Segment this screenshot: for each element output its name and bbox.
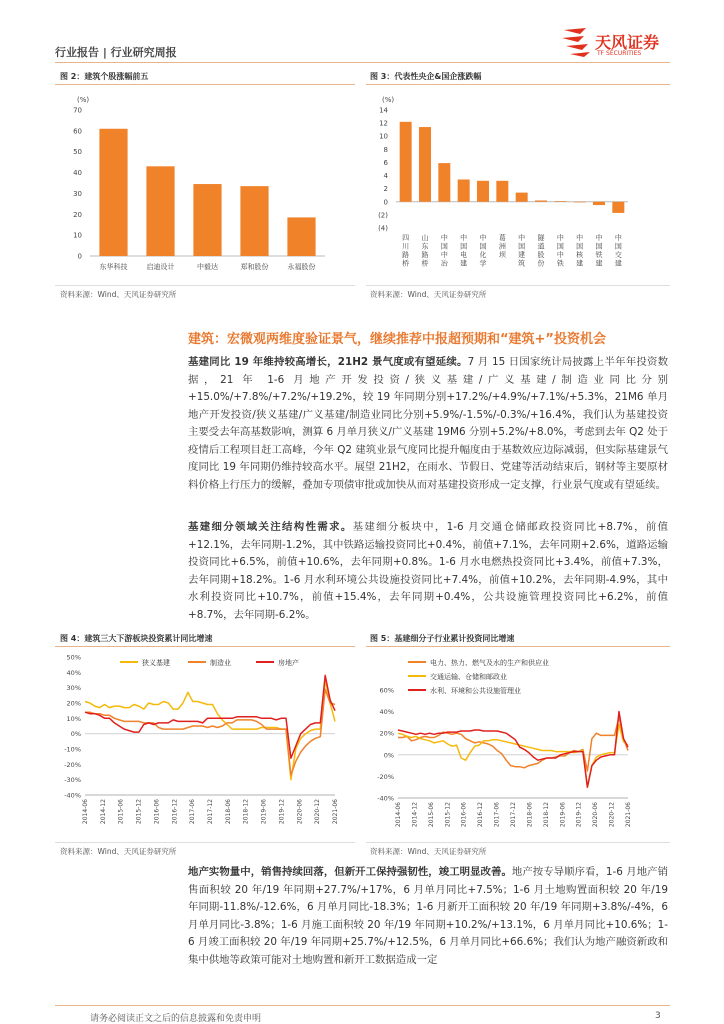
- fig3-y-tick: 14: [379, 106, 388, 115]
- fig3-x-tick: 四川路桥: [402, 234, 410, 268]
- fig3-y-unit: (%): [382, 96, 395, 104]
- footer-disclaimer: 请务必阅读正文之后的信息披露和免责申明: [90, 1014, 262, 1024]
- fig4-x-tick: 2016-12: [171, 799, 179, 825]
- fig3-source: 资料来源：Wind、天风证券研究所: [370, 290, 487, 299]
- fig3-x-tick: 中国电建: [460, 234, 468, 268]
- fig2-bar: [193, 184, 221, 256]
- fig2-x-tick: 启迪设计: [146, 263, 175, 271]
- fig4-x-tick: 2021-06: [332, 799, 339, 825]
- fig3-title: 图 3：代表性央企&国企涨跌幅: [370, 72, 482, 81]
- fig3-bar: [458, 179, 470, 201]
- paragraph-infrastructure-lead: 基建同比 19 年维持较高增长，21H2 景气度或有望延续。: [188, 356, 468, 368]
- fig3-bar: [593, 202, 605, 205]
- fig3-y-tick: 4: [383, 172, 388, 181]
- fig2-title-divider: [55, 84, 355, 85]
- fig2-x-tick: 东华科技: [99, 263, 128, 271]
- paragraph-infrastructure-segments: [188, 519, 668, 624]
- fig2-x-tick: 永福股份: [287, 263, 316, 271]
- fig2-source: 资料来源：Wind、天风证券研究所: [60, 290, 177, 299]
- fig5-x-tick: 2016-12: [477, 802, 485, 828]
- fig5-x-tick: 2018-12: [542, 802, 550, 828]
- fig4-x-tick: 2020-06: [296, 799, 304, 825]
- fig5-line-chart: [366, 650, 670, 840]
- fig3-x-tick: 中国铁建: [595, 234, 603, 268]
- fig5-y-tick: 40%: [379, 708, 394, 717]
- fig4-series-line: [85, 680, 335, 780]
- fig3-y-tick: 8: [383, 145, 388, 154]
- fig2-x-tick: 中毅达: [197, 263, 218, 271]
- report-type-label: 行业报告 | 行业研究周报: [55, 46, 177, 59]
- fig2-source-divider: [55, 285, 355, 286]
- fig5-x-tick: 2020-06: [592, 802, 600, 828]
- fig5-x-tick: 2015-12: [444, 802, 452, 828]
- fig2-y-tick: 0: [77, 252, 82, 261]
- fig3-title-divider: [366, 84, 670, 85]
- paragraph-real-estate-lead: 地产实物量中，销售持续回落，但新开工保持强韧性，竣工明显改善。: [188, 866, 512, 878]
- fig4-y-tick: 50%: [66, 653, 81, 662]
- fig2-bar: [287, 217, 315, 256]
- fig3-x-tick: 中国化学: [479, 234, 487, 268]
- footer-divider: [55, 1005, 670, 1006]
- fig3-x-tick: 中国中铁: [556, 234, 564, 268]
- paragraph-real-estate: [188, 864, 668, 999]
- paragraph-segments-body: 基建细分板块中，1-6 月交通仓储邮政投资同比+8.7%，前值+12.1%，去年同期-1.2%，其中铁路运输投资同比+0.4%，前值+7.1%，去年同期+2.6%，道路运输投资同比+6.5%，前值+10.6%，去年同期+0.8%。1-6 月水电燃热投资同比+3.4%，前值+7.3%，去年同期+18.2%。1-6 月水利环境公共设施投资同比+7.4%，前值+10.2%，去年同期-4.9%，其中水利投资同比+10.7%，前值+15.4%，去年同期+0.4%，公共设施管理投资同比+6.2%，前值+8.7%，去年同期-6.2%。: [188, 521, 668, 621]
- fig5-x-tick: 2021-06: [625, 802, 632, 828]
- fig2-bar: [99, 129, 127, 256]
- fig4-y-tick: 10%: [66, 714, 81, 723]
- fig4-x-tick: 2014-12: [99, 799, 107, 825]
- fig5-x-tick: 2014-06: [395, 802, 402, 828]
- fig4-y-tick: 30%: [66, 684, 81, 693]
- fig3-bar: [477, 181, 489, 202]
- fig2-y-tick: 40: [73, 169, 82, 178]
- fig4-source-divider: [55, 842, 355, 843]
- fig4-x-tick: 2016-06: [153, 799, 161, 825]
- fig2-title: 图 2：建筑个股涨幅前五: [60, 72, 149, 81]
- fig4-y-tick: 20%: [66, 699, 81, 708]
- paragraph-infrastructure-body: 7 月 15 日国家统计局披露上半年年投资数据，21 年 1-6 月地产开发投资/狭义基建/广义基建/制造业同比分别+15.0%/+7.8%/+7.2%/+19.2%，较 19 年同期分别+17.2%/+4.9%/+7.1%/+5.3%，21M6 单月地产开发投资/狭义基建/广义基建/制造业同比分别+5.9%/-1.5%/-0.3%/+16.4%，我们认为基建投资主要受去年高基数影响，测算 6 月单月狭义/广义基建 19M6 分别+5.2%/+8.0%，考虑到去年 Q2 处于疫情后工程项目赶工高峰，今年 Q2 建筑业景气度同比提升幅度由于基数效应边际减弱，但实际基建景气度同比 19 年同期仍维持较高水平。展望 21H2，在雨水、节假日、党建等活动结束后，钢材等主要原材料价格上行压力的缓解，叠加专项债审批或加快从而对基建投资形成一定支撑，行业景气度或有望延续。: [188, 356, 668, 491]
- fig5-legend-label: 交通运输、仓储和邮政业: [430, 673, 507, 681]
- paragraph-infrastructure: [188, 354, 668, 494]
- fig3-bar: [516, 193, 528, 202]
- fig2-bar: [240, 186, 268, 256]
- fig3-bar: [612, 202, 624, 213]
- fig4-y-tick: -10%: [64, 745, 81, 754]
- fig5-x-tick: 2019-12: [575, 802, 583, 828]
- fig5-x-tick: 2016-06: [460, 802, 468, 828]
- fig4-y-tick: 0%: [70, 730, 81, 739]
- fig2-bar: [146, 166, 174, 256]
- fig2-y-tick: 10: [73, 231, 82, 240]
- fig4-source: 资料来源：Wind、天风证券研究所: [60, 847, 177, 856]
- fig3-x-tick: 葛洲坝: [498, 234, 506, 259]
- fig4-x-tick: 2019-12: [278, 799, 286, 825]
- fig4-x-tick: 2017-12: [207, 799, 214, 825]
- fig5-y-tick: -20%: [377, 772, 394, 781]
- fig3-x-tick: 中国建筑: [518, 234, 526, 268]
- fig2-y-tick: 20: [73, 210, 82, 219]
- brand-name-en: TF SECURITIES: [597, 50, 642, 57]
- fig3-bar: [438, 163, 450, 202]
- fig5-x-tick: 2015-06: [427, 802, 435, 828]
- fig4-x-tick: 2017-06: [189, 799, 197, 825]
- fig3-y-tick: 6: [383, 158, 388, 167]
- fig2-x-tick: 郑和股份: [240, 263, 269, 271]
- fig4-y-tick: -40%: [64, 791, 81, 800]
- fig4-x-tick: 2015-06: [117, 799, 125, 825]
- fig3-bar: [496, 181, 508, 202]
- header-divider: [55, 62, 670, 63]
- fig5-x-tick: 2020-12: [608, 802, 616, 828]
- fig3-bar: [554, 201, 566, 202]
- fig5-y-tick: -40%: [377, 794, 394, 803]
- fig3-y-tick: (2): [378, 211, 388, 220]
- fig4-y-tick: -30%: [64, 776, 81, 785]
- fig5-y-tick: 20%: [379, 729, 394, 738]
- paragraph-real-estate-body: 地产按专导顺序看，1-6 月地产销售面积较 20 年/19 年同期+27.7%/+17%，6 月单月同比+7.5%；1-6 月土地购置面积较 20 年/19 年同期-11.8%/-12.6%，6 月单月同比-18.3%；1-6 月新开工面积较 20 年/19 年同期+3.8%/-4%，6 月单月同比-3.8%；1-6 月施工面积较 20 年/19 年同期+10.2%/+13.1%，6 月单月同比+10.6%；1-6 月竣工面积较 20 年/19 年同期+25.7%/+12.5%，6 月单月同比+66.6%；我们认为地产融资新政和集中供地等政策可能对土地购置和新开工数据造成一定: [188, 866, 668, 966]
- fig2-y-tick: 30: [73, 189, 82, 198]
- fig5-x-tick: 2014-12: [411, 802, 419, 828]
- fig5-source: 资料来源：Wind、天风证券研究所: [370, 847, 487, 856]
- fig5-title-divider: [366, 646, 670, 647]
- fig3-y-tick: (4): [378, 224, 388, 233]
- fig4-title: 图 4：建筑三大下游板块投资累计同比增速: [60, 634, 213, 643]
- fig5-source-divider: [366, 842, 670, 843]
- fig3-source-divider: [366, 285, 670, 286]
- fig3-bar: [535, 200, 547, 201]
- section-title: 建筑：宏微观两维度验证景气，继续推荐中报超预期和“建筑+”投资机会: [188, 332, 606, 347]
- fig3-bar: [574, 202, 586, 203]
- fig5-y-tick: 60%: [379, 686, 394, 695]
- fig2-y-tick: 70: [73, 106, 82, 115]
- fig3-bar: [400, 122, 412, 202]
- fig5-x-tick: 2018-06: [526, 802, 534, 828]
- fig5-x-tick: 2017-06: [493, 802, 501, 828]
- fig4-y-tick: -20%: [64, 760, 81, 769]
- fig3-x-tick: 山东路桥: [421, 234, 429, 268]
- fig3-bar: [419, 127, 431, 202]
- fig2-y-unit: (%): [77, 96, 90, 104]
- fig3-x-tick: 中国核建: [576, 234, 584, 268]
- fig4-y-tick: 40%: [66, 668, 81, 677]
- fig4-x-tick: 2015-12: [135, 799, 143, 825]
- fig4-line-chart: [55, 650, 355, 840]
- fig4-legend-label: 制造业: [210, 659, 231, 667]
- fig4-x-tick: 2018-12: [242, 799, 250, 825]
- fig2-y-tick: 50: [73, 148, 82, 157]
- brand-name-cn: 天风证券: [595, 33, 660, 52]
- fig4-x-tick: 2020-12: [314, 799, 322, 825]
- fig3-x-tick: 隧道股份: [537, 234, 545, 268]
- fig5-title: 图 5：基建细分子行业累计投资同比增速: [370, 634, 515, 643]
- fig4-legend-label: 房地产: [278, 659, 299, 667]
- fig5-legend-label: 电力、热力、燃气及水的生产和供应业: [430, 659, 549, 667]
- fig4-x-tick: 2019-06: [260, 799, 268, 825]
- fig4-title-divider: [55, 646, 355, 647]
- fig3-bar-chart: [366, 88, 670, 283]
- fig5-series-line: [398, 712, 628, 788]
- fig3-x-tick: 中国中冶: [440, 234, 448, 268]
- fig2-y-tick: 60: [73, 127, 82, 136]
- fig3-y-tick: 10: [379, 132, 388, 141]
- fig5-x-tick: 2019-06: [559, 802, 567, 828]
- fig3-y-tick: 2: [383, 185, 388, 194]
- fig4-x-tick: 2018-06: [224, 799, 232, 825]
- fig5-y-tick: 0%: [383, 751, 394, 760]
- fig4-legend-label: 狭义基建: [142, 659, 170, 667]
- fig3-y-tick: 12: [379, 119, 388, 128]
- wind-logo-icon: [560, 24, 594, 58]
- fig5-legend-label: 水利、环境和公共设施管理业: [430, 687, 521, 695]
- paragraph-segments-lead: 基建细分领域关注结构性需求。: [188, 521, 353, 533]
- fig5-x-tick: 2017-12: [510, 802, 517, 828]
- fig4-x-tick: 2014-06: [82, 799, 89, 825]
- fig4-series-line: [85, 689, 335, 775]
- fig3-y-tick: 0: [383, 198, 388, 207]
- fig3-x-tick: 中国交建: [614, 234, 622, 268]
- fig2-bar-chart: [55, 88, 355, 283]
- page-number: 3: [655, 1011, 661, 1021]
